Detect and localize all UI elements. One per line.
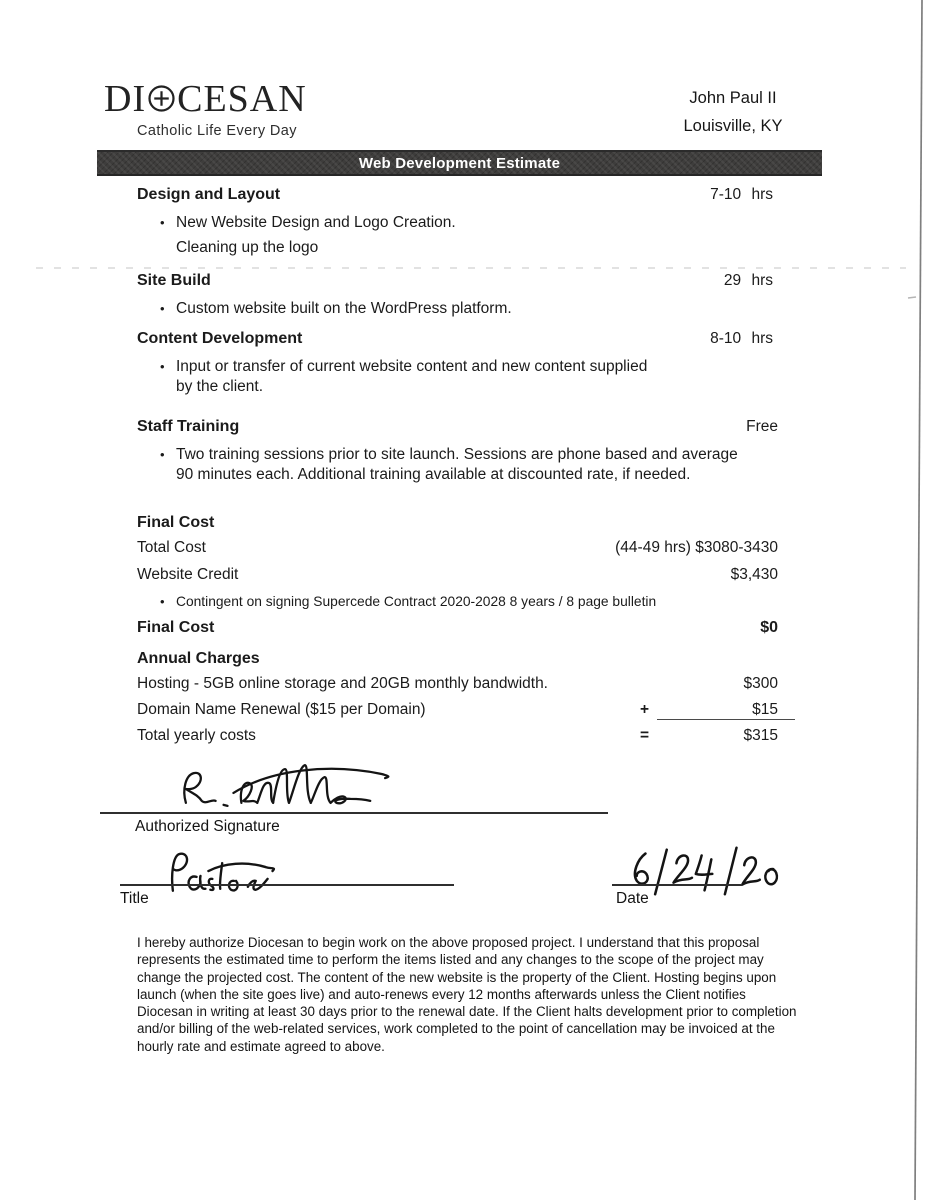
signature-line [100,812,608,814]
title-line [120,884,454,886]
bullet-dot: • [160,359,165,374]
annual-charges-heading: Annual Charges [137,650,260,667]
logo-brand [104,80,307,118]
client-location: Louisville, KY [683,117,783,135]
bullet-dot: • [160,447,165,462]
website-credit-label: Website Credit [137,566,239,583]
estimate-banner [97,150,822,176]
total-yearly-value: $315 [743,727,778,744]
final-cost-total-label: Final Cost [137,618,215,636]
right-edge-scan-line [915,0,922,1200]
hosting-label: Hosting - 5GB online storage and 20GB monthly bandwidth. [137,675,548,692]
legal-text: I hereby authorize Diocesan to begin work on the above proposed project. I understand that this proposal represents the estimated time to perform the items listed and any changes to the scope of the project may change the projected cost. The content of the new website is the property of the Client. Hosting begins upon launch (when the site goes live) and auto-renews every 12 months afterwards unless the Client notifies Diocesan in writing at least 30 days prior to the renewal date. If the Client halts development prior to completion and/or billing of the web-related services, work completed to the point of cancellation may be invoiced at the hourly rate and estimate agreed to above. [137,935,797,1054]
date-handwriting [628,845,783,897]
website-credit-value: $3,430 [730,566,778,583]
section-heading: Staff Training [137,418,240,435]
logo [104,80,307,139]
section-content-development [137,330,778,396]
domain-renewal-value: $15 [752,701,778,718]
plus-operator: + [640,701,650,718]
section-value: Free [746,418,778,435]
final-cost-heading: Final Cost [137,514,215,531]
section-heading: Design and Layout [137,186,281,203]
bullet-text: Input or transfer of current website content and new content supplied by the client. [176,358,648,395]
equals-operator: = [640,727,650,744]
logo-brand-right: CESAN [177,78,307,120]
logo-brand-left: DI [104,78,147,120]
total-cost-value: (44-49 hrs) $3080-3430 [615,539,778,556]
contingency-note: Contingent on signing Supercede Contract 2020-2028 8 years / 8 page bulletin [176,594,657,609]
section-hours: 8-10 hrs [710,330,773,347]
logo-tagline: Catholic Life Every Day [137,123,297,139]
section-hours: 7-10 hrs [710,186,773,203]
client-block [623,84,843,140]
date-label: Date [616,890,649,907]
section-heading: Site Build [137,272,211,289]
client-name: John Paul II [689,89,777,107]
total-cost-label: Total Cost [137,539,206,556]
bullet-text: Custom website built on the WordPress platform. [176,300,512,317]
bullet-text: New Website Design and Logo Creation. [176,214,456,231]
section-heading: Content Development [137,330,303,347]
title-handwriting [163,849,311,895]
total-yearly-label: Total yearly costs [137,727,256,744]
section-staff-training [137,418,778,484]
bullet-subline: Cleaning up the logo [176,238,319,256]
bullet-dot: • [160,215,165,230]
scan-tick-artifact [908,297,916,298]
section-design-and-layout [137,186,778,257]
bullet-dot: • [160,301,165,316]
circled-cross-icon [147,84,176,113]
signature-scrawl [172,759,400,815]
domain-renewal-label: Domain Name Renewal ($15 per Domain) [137,701,426,718]
section-site-build [137,272,778,319]
title-label: Title [120,890,149,907]
final-cost-total-value: $0 [760,618,778,636]
bullet-text: Two training sessions prior to site launch. Sessions are phone based and average 90 minutes each. Additional training available at discounted rate, if needed. [176,446,738,483]
annual-charges-block [137,650,778,745]
date-line [612,884,742,886]
authorized-signature-label: Authorized Signature [135,818,280,835]
final-cost-block [137,514,778,637]
banner-title: Web Development Estimate [358,154,561,172]
hosting-value: $300 [743,675,778,692]
section-hours: 29 hrs [723,272,773,289]
bullet-dot: • [160,594,165,609]
sum-underline [657,719,795,720]
